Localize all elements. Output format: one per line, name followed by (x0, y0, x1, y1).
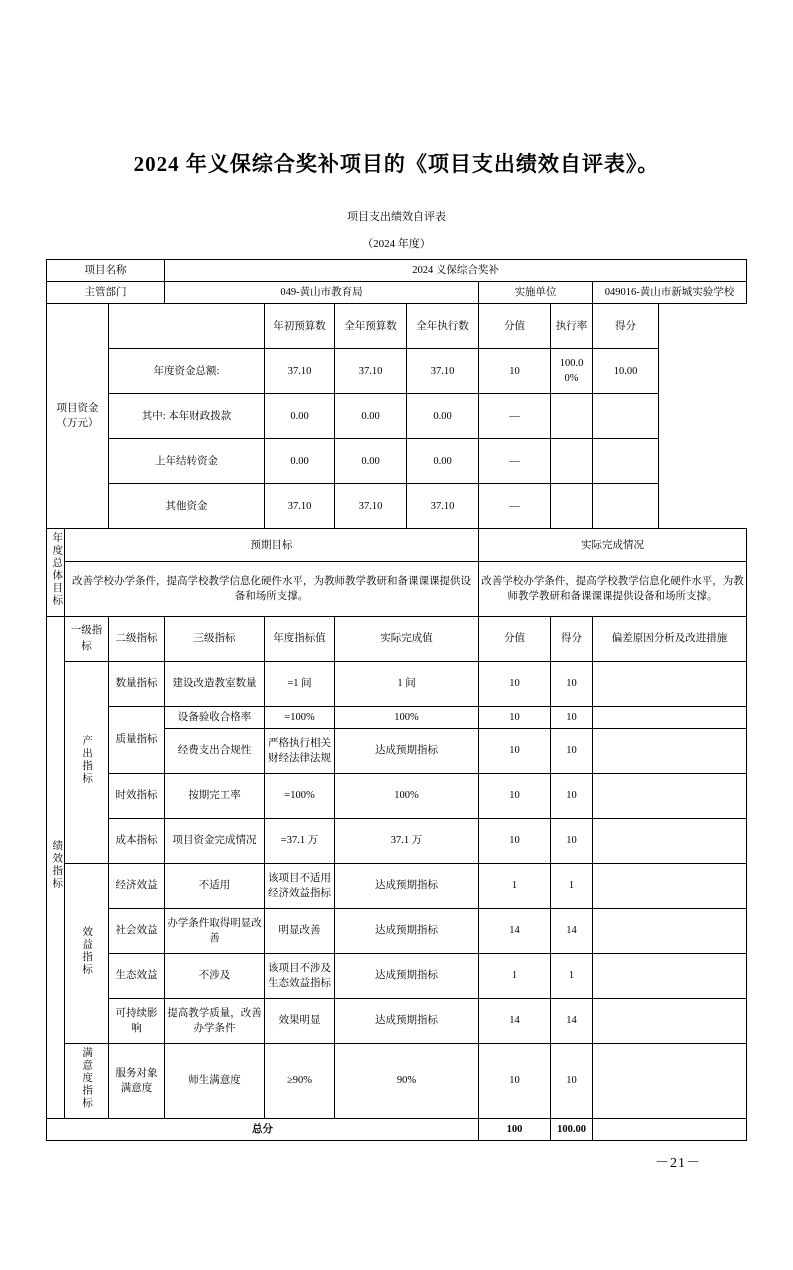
funds-row-3-val-1: 37.10 (335, 484, 407, 529)
funds-row-0-val-5: 10.00 (593, 349, 659, 394)
funds-col-header-3: 分值 (479, 304, 551, 349)
funds-row-3-val-0: 37.10 (265, 484, 335, 529)
funds-col-header-2: 全年执行数 (407, 304, 479, 349)
indicator-deviation (593, 818, 747, 863)
indicator-deviation (593, 953, 747, 998)
indicator-target: 明显改善 (265, 908, 335, 953)
indicator-score-value: 10 (479, 728, 551, 773)
indicator-level1-1: 效益指标 (64, 863, 108, 1043)
indicator-level2: 时效指标 (108, 773, 164, 818)
funds-row-2-val-0: 0.00 (265, 439, 335, 484)
funds-col-header-5: 得分 (593, 304, 659, 349)
indicator-level2: 社会效益 (108, 908, 164, 953)
indicator-level3: 提高教学质量，改善办学条件 (165, 998, 265, 1043)
indicator-score: 10 (551, 1043, 593, 1118)
document-page (0, 148, 793, 1270)
indicator-deviation (593, 908, 747, 953)
indicator-score-value: 10 (479, 661, 551, 706)
indicator-level2: 数量指标 (108, 661, 164, 706)
indicator-level3: 不涉及 (165, 953, 265, 998)
indicator-score-value: 10 (479, 773, 551, 818)
table-row (46, 394, 746, 439)
table-row (46, 953, 746, 998)
funds-label-line2: （万元） (56, 418, 99, 430)
funds-row-2-val-1: 0.00 (335, 439, 407, 484)
page-title: 2024 年义保综合奖补项目的《项目支出绩效自评表》。 (133, 152, 660, 176)
indicator-score: 10 (551, 818, 593, 863)
indicator-actual: 100% (335, 773, 479, 818)
indicator-deviation (593, 998, 747, 1043)
indicator-score: 10 (551, 728, 593, 773)
indicator-level3: 办学条件取得明显改善 (165, 908, 265, 953)
indicator-score-value: 10 (479, 706, 551, 728)
funds-row-1-val-3: — (479, 394, 551, 439)
indicator-level3: 设备验收合格率 (165, 706, 265, 728)
funds-row-3-val-4 (551, 484, 593, 529)
funds-row-0-val-1: 37.10 (335, 349, 407, 394)
indicator-actual: 达成预期指标 (335, 728, 479, 773)
funds-label (46, 304, 108, 529)
overall-expected-text: 改善学校办学条件，提高学校教学信息化硬件水平，为教师教学教研和备课课课提供设备和场所支撑。 (64, 561, 478, 616)
indicator-actual: 达成预期指标 (335, 998, 479, 1043)
indicator-score: 14 (551, 998, 593, 1043)
funds-col-header-0: 年初预算数 (265, 304, 335, 349)
table-row-total (46, 1118, 746, 1140)
indicator-deviation (593, 863, 747, 908)
indicator-target: 效果明显 (265, 998, 335, 1043)
project-name-label: 项目名称 (46, 260, 164, 282)
indicator-target: ≥90% (265, 1043, 335, 1118)
funds-row-2-val-2: 0.00 (407, 439, 479, 484)
table-year-line: （2024 年度） (362, 238, 431, 250)
overall-actual-text: 改善学校办学条件，提高学校教学信息化硬件水平，为教师教学教研和备课课课提供设备和场所支撑。 (479, 561, 747, 616)
indicator-col-header-1: 二级指标 (108, 616, 164, 661)
total-label: 总分 (46, 1118, 478, 1140)
dept-label: 主管部门 (46, 282, 164, 304)
indicator-level2: 可持续影响 (108, 998, 164, 1043)
overall-side-label: 年度总体目标 (46, 529, 64, 616)
funds-row-3-val-2: 37.10 (407, 484, 479, 529)
indicator-level3: 建设改造教室数量 (165, 661, 265, 706)
table-row (46, 349, 746, 394)
indicator-level3: 按期完工率 (165, 773, 265, 818)
indicator-target: =37.1 万 (265, 818, 335, 863)
table-row (46, 282, 746, 304)
funds-row-1-val-1: 0.00 (335, 394, 407, 439)
indicator-actual: 达成预期指标 (335, 953, 479, 998)
indicator-score-value: 10 (479, 818, 551, 863)
indicator-deviation (593, 1043, 747, 1118)
table-row (46, 484, 746, 529)
table-row (46, 1043, 746, 1118)
table-row (46, 661, 746, 706)
indicator-deviation (593, 661, 747, 706)
table-row (46, 561, 746, 616)
indicator-score: 14 (551, 908, 593, 953)
funds-row-2-val-3: — (479, 439, 551, 484)
funds-col-header-4: 执行率 (551, 304, 593, 349)
overall-actual-header: 实际完成情况 (479, 529, 747, 561)
funds-row-0-val-2: 37.10 (407, 349, 479, 394)
indicator-level2: 服务对象满意度 (108, 1043, 164, 1118)
page-number: －21－ (655, 1156, 701, 1171)
indicator-score: 10 (551, 706, 593, 728)
indicator-level3: 项目资金完成情况 (165, 818, 265, 863)
funds-row-name-1: 其中: 本年财政拨款 (108, 394, 264, 439)
funds-col-header-1: 全年预算数 (335, 304, 407, 349)
funds-row-name-0: 年度资金总额: (108, 349, 264, 394)
table-row (46, 439, 746, 484)
indicator-col-header-2: 三级指标 (165, 616, 265, 661)
indicator-level2: 生态效益 (108, 953, 164, 998)
funds-row-0-val-4: 100.00% (551, 349, 593, 394)
funds-row-2-val-4 (551, 439, 593, 484)
funds-label-line1: 项目资金 (56, 403, 99, 415)
indicator-score-value: 10 (479, 1043, 551, 1118)
indicator-score-value: 1 (479, 863, 551, 908)
funds-row-1-val-0: 0.00 (265, 394, 335, 439)
indicator-col-header-5: 分值 (479, 616, 551, 661)
indicator-level3: 师生满意度 (165, 1043, 265, 1118)
indicator-level2: 质量指标 (108, 706, 164, 773)
funds-row-1-val-2: 0.00 (407, 394, 479, 439)
table-row (46, 304, 746, 349)
funds-empty-corner (108, 304, 264, 349)
unit-value: 049016-黄山市新城实验学校 (593, 282, 747, 304)
table-row (46, 616, 746, 661)
indicators-side-label: 绩效指标 (46, 616, 64, 1118)
indicator-target: =100% (265, 706, 335, 728)
indicator-score-value: 14 (479, 908, 551, 953)
funds-row-0-val-3: 10 (479, 349, 551, 394)
table-row (46, 998, 746, 1043)
table-row (46, 818, 746, 863)
funds-row-0-val-0: 37.10 (265, 349, 335, 394)
table-row (46, 908, 746, 953)
indicator-score-value: 14 (479, 998, 551, 1043)
indicator-level2: 经济效益 (108, 863, 164, 908)
table-row (46, 260, 746, 282)
indicator-target: 严格执行相关财经法律法规 (265, 728, 335, 773)
dept-value: 049-黄山市教育局 (165, 282, 479, 304)
total-value: 100 (479, 1118, 551, 1140)
table-row (46, 529, 746, 561)
indicator-score: 1 (551, 953, 593, 998)
funds-row-2-val-5 (593, 439, 659, 484)
funds-row-1-val-5 (593, 394, 659, 439)
indicator-deviation (593, 728, 747, 773)
funds-row-name-2: 上年结转资金 (108, 439, 264, 484)
indicator-actual: 1 间 (335, 661, 479, 706)
indicator-target: =1 间 (265, 661, 335, 706)
indicator-target: 该项目不涉及生态效益指标 (265, 953, 335, 998)
indicator-target: 该项目不适用经济效益指标 (265, 863, 335, 908)
indicator-deviation (593, 706, 747, 728)
total-deviation (593, 1118, 747, 1140)
indicator-score: 10 (551, 661, 593, 706)
performance-self-evaluation-table (46, 259, 747, 1141)
indicator-col-header-7: 偏差原因分析及改进措施 (593, 616, 747, 661)
unit-label: 实施单位 (479, 282, 593, 304)
indicator-actual: 37.1 万 (335, 818, 479, 863)
funds-row-1-val-4 (551, 394, 593, 439)
funds-row-3-val-5 (593, 484, 659, 529)
indicator-level1-2: 满意度指标 (64, 1043, 108, 1118)
indicator-score: 1 (551, 863, 593, 908)
table-row (46, 773, 746, 818)
indicator-actual: 90% (335, 1043, 479, 1118)
table-row (46, 706, 746, 728)
indicator-level2: 成本指标 (108, 818, 164, 863)
project-name-value: 2024 义保综合奖补 (165, 260, 747, 282)
indicator-col-header-0: 一级指标 (64, 616, 108, 661)
indicator-level3: 不适用 (165, 863, 265, 908)
indicator-col-header-4: 实际完成值 (335, 616, 479, 661)
indicator-level3: 经费支出合规性 (165, 728, 265, 773)
indicator-score: 10 (551, 773, 593, 818)
indicator-level1-0: 产出指标 (64, 661, 108, 863)
funds-row-3-val-3: — (479, 484, 551, 529)
table-row (46, 863, 746, 908)
table-subtitle: 项目支出绩效自评表 (347, 211, 446, 223)
indicator-actual: 达成预期指标 (335, 908, 479, 953)
indicator-actual: 达成预期指标 (335, 863, 479, 908)
indicator-col-header-6: 得分 (551, 616, 593, 661)
indicator-target: =100% (265, 773, 335, 818)
funds-row-name-3: 其他资金 (108, 484, 264, 529)
indicator-actual: 100% (335, 706, 479, 728)
overall-expected-header: 预期目标 (64, 529, 478, 561)
indicator-deviation (593, 773, 747, 818)
indicator-score-value: 1 (479, 953, 551, 998)
total-score: 100.00 (551, 1118, 593, 1140)
indicator-col-header-3: 年度指标值 (265, 616, 335, 661)
